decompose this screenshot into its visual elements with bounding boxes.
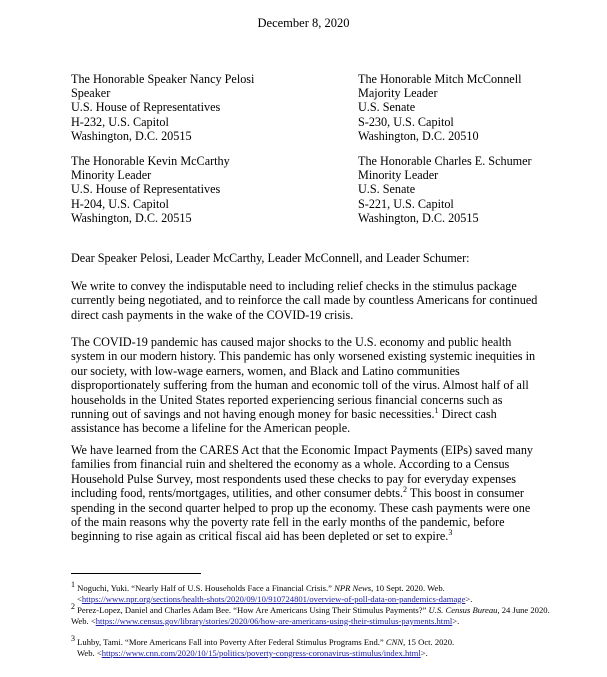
paragraph-2 [71,335,541,436]
paragraph-text: We have learned from the CARES Act that the Economic Impact Payments (EIPs) saved many families from financial ruin and sheltered the economy as a whole. According to a Census Household Pulse Survey, most respondents used these checks to pay for everyday expenses including food, rents/mortgages, utilities, and other consumer debts. [71,443,534,501]
footnote-divider [71,573,201,574]
addressee-office: S-221, U.S. Capitol [358,196,454,211]
addressee-name: The Honorable Charles E. Schumer [358,154,532,168]
footnote-link[interactable]: https://www.npr.org/sections/health-shots/2020/09/10/910724801/overview-of-poll-data-on-pandemics-damage [81,593,466,604]
footnote-number: 1 [71,580,75,590]
addressee-body: U.S. House of Representatives [71,100,221,115]
addressee-body: U.S. Senate [358,182,416,197]
paragraph-text: The COVID-19 pandemic has caused major shocks to the U.S. economy and public health system in our modern history. This pandemic has only worsened existing systemic inequities in our society, with low-wage earners, women, and Black and Latino communities disproportionately suffering from the human and economic toll of the virus. Almost half of all households in the United States reported experiencing serious financial concerns such as running out of savings and not having enough money for basic necessities. [71,335,536,422]
footnote-text: >. [465,593,473,604]
addressee-title: Minority Leader [358,168,439,183]
footnote-text: >. [452,615,460,626]
footnote-source: NPR News [334,583,372,593]
footnote-text: Perez-Lopez, Daniel and Charles Adam Bee. “How Are Americans Using Their Stimulus Payments?” [75,605,429,615]
footnote-ref[interactable]: 1 [434,405,439,415]
addressee-office: S-230, U.S. Capitol [358,114,454,129]
addressee-body: U.S. Senate [358,100,416,115]
addressee-city: Washington, D.C. 20515 [71,210,192,225]
addressee-schumer [358,154,532,225]
addressee-name: The Honorable Speaker Nancy Pelosi [71,72,255,86]
footnote-text: < [90,615,96,626]
addressee-title: Majority Leader [358,86,438,101]
paragraph-text: Direct cash assistance has become a lifeline for the American people. [71,407,497,436]
letter-date: December 8, 2020 [257,16,350,30]
addressee-mcconnell [358,72,521,143]
footnote-1 [71,580,551,604]
addressee-body: U.S. House of Representatives [71,182,221,197]
addressee-office: H-232, U.S. Capitol [71,114,169,129]
footnote-number: 3 [71,634,75,644]
addressee-mccarthy [71,154,230,225]
addressee-title: Speaker [71,86,111,101]
addressee-city: Washington, D.C. 20510 [358,128,479,143]
footnote-ref[interactable]: 2 [403,485,408,495]
footnote-text: < [77,593,82,604]
addressee-name: The Honorable Kevin McCarthy [71,154,230,168]
footnote-number: 2 [71,602,75,612]
footnote-text: >. [420,647,428,658]
addressee-city: Washington, D.C. 20515 [358,210,479,225]
paragraph-1 [71,279,541,322]
paragraph-3 [71,443,541,544]
paragraph-text: We write to convey the indisputable need to including relief checks in the stimulus package currently being negotiated, and to reinforce the call made by countless Americans for continued direct cash payments in the wake of the COVID-19 crisis. [71,279,538,322]
addressee-name: The Honorable Mitch McConnell [358,72,522,86]
footnote-text: , 15 Oct. 2020. [403,637,455,647]
footnote-text: , 24 June 2020. Web. [71,605,550,626]
salutation: Dear Speaker Pelosi, Leader McCarthy, Leader McConnell, and Leader Schumer: [71,251,470,265]
footnote-3 [71,634,551,658]
footnote-source: CNN [385,637,404,647]
footnote-link[interactable]: https://www.cnn.com/2020/10/15/politics/poverty-congress-coronavirus-stimulus/index.html [101,647,421,658]
footnote-link[interactable]: https://www.census.gov/library/stories/2020/06/how-are-americans-using-their-stimulus-payments.html [95,615,453,626]
footnote-text: Luhby, Tami. “More Americans Fall into Poverty After Federal Stimulus Programs End.” [75,637,386,647]
paragraph-text: This boost in consumer spending in the second quarter helped to prop up the economy. These cash payments were one of the main reasons why the poverty rate fell in the early months of the pandemic, before beginning to rise again as critical fiscal aid has been depleted or set to expire. [71,486,531,544]
footnote-text: Web. < [77,647,102,658]
footnote-text: Noguchi, Yuki. “Nearly Half of U.S. Households Face a Financial Crisis.” [75,583,335,593]
addressee-title: Minority Leader [71,168,152,183]
footnote-source: U.S. Census Bureau [428,605,498,615]
addressee-office: H-204, U.S. Capitol [71,196,169,211]
footnote-ref[interactable]: 3 [448,528,453,538]
footnote-2 [71,602,551,626]
footnote-text: , 10 Sept. 2020. Web. [371,583,445,593]
addressee-city: Washington, D.C. 20515 [71,128,192,143]
addressee-pelosi [71,72,254,143]
